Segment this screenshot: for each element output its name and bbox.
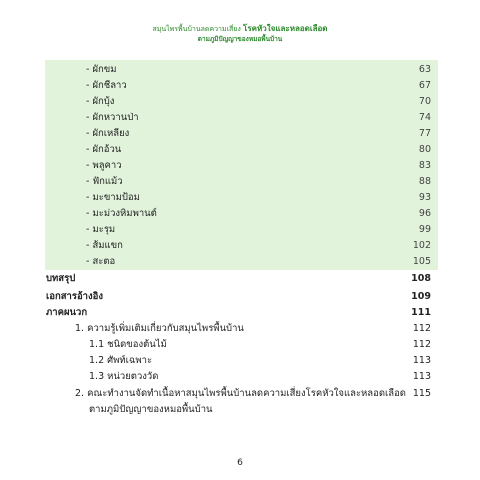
toc-label: 1.2 ศัพท์เฉพาะ [89, 355, 153, 366]
toc-appendix-item-1[interactable] [0, 321, 480, 337]
toc-label: ตามภูมิปัญญาของหมอพื้นบ้าน [89, 404, 213, 415]
toc-page: 102 [412, 240, 431, 251]
toc-page: 105 [412, 256, 431, 267]
toc-label: 2. คณะทำงานจัดทำเนื้อหาสมุนไพรพื้นบ้านลดความเสี่ยงโรคหัวใจและหลอดเลือด [75, 388, 406, 399]
toc-sub-item[interactable] [0, 142, 480, 158]
toc-page: 108 [411, 273, 431, 284]
toc-page: 113 [412, 355, 431, 366]
toc-page: 88 [418, 176, 431, 187]
toc-page: 112 [412, 339, 431, 350]
toc-page: 63 [418, 64, 431, 75]
toc-sub-item[interactable] [0, 158, 480, 174]
toc-page: 111 [411, 307, 431, 318]
toc-label: 1. ความรู้เพิ่มเติมเกี่ยวกับสมุนไพรพื้นบ้าน [75, 323, 244, 334]
toc-page: 109 [411, 291, 431, 302]
page-number: 6 [237, 458, 243, 468]
toc-sub-item[interactable] [0, 110, 480, 126]
toc-sub-item[interactable] [0, 238, 480, 254]
toc-section-conclusion[interactable] [0, 271, 480, 287]
toc-section-appendix[interactable] [0, 305, 480, 321]
toc-label: - มะม่วงหิมพานต์ [86, 208, 157, 219]
header-line-2: ตามภูมิปัญญาของหมอพื้นบ้าน [197, 35, 283, 43]
toc-appendix-item-2-cont [0, 402, 480, 418]
toc-label: - มะขามป้อม [86, 192, 140, 203]
toc-sub-item[interactable] [0, 190, 480, 206]
toc-sub-item[interactable] [0, 78, 480, 94]
toc-label: - ผักอ้วน [86, 144, 122, 155]
toc-page: 83 [418, 160, 431, 171]
toc-page: 112 [412, 323, 431, 334]
header-bold: โรคหัวใจและหลอดเลือด [243, 24, 328, 33]
toc-label: - พลูคาว [86, 160, 122, 171]
toc-label: ภาคผนวก [46, 307, 88, 318]
toc-sub-item[interactable] [0, 62, 480, 78]
toc-label: - ผักบุ้ง [86, 96, 115, 107]
toc-page: 96 [418, 208, 431, 219]
toc-appendix-subitem[interactable] [0, 337, 480, 353]
toc-page: 67 [418, 80, 431, 91]
toc-label: - ส้มแขก [86, 240, 123, 251]
toc-sub-item[interactable] [0, 254, 480, 270]
toc-page: 93 [418, 192, 431, 203]
toc-appendix-item-2[interactable] [0, 386, 480, 402]
toc-page: 74 [418, 112, 431, 123]
toc-page: 77 [418, 128, 431, 139]
toc-appendix-subitem[interactable] [0, 369, 480, 385]
toc-label: - สะตอ [86, 256, 116, 267]
toc-label: - ผักชีลาว [86, 80, 127, 91]
toc-label: บทสรุป [46, 273, 76, 284]
toc-label: 1.1 ชนิดของต้นไม้ [89, 339, 167, 350]
toc-label: - ผักเหลียง [86, 128, 130, 139]
header-normal: สมุนไพรพื้นบ้านลดความเสี่ยง [152, 25, 241, 33]
running-header [0, 24, 480, 44]
toc-label: - มะรุม [86, 224, 116, 235]
toc-page: 115 [412, 388, 431, 399]
toc-appendix-subitem[interactable] [0, 353, 480, 369]
toc-label: 1.3 หน่วยตวงวัด [89, 371, 159, 382]
toc-sub-item[interactable] [0, 206, 480, 222]
toc-label: - ผักขม [86, 64, 117, 75]
toc-sub-item[interactable] [0, 174, 480, 190]
header-line-1 [0, 24, 480, 34]
toc-label: เอกสารอ้างอิง [46, 291, 103, 302]
toc-page: 70 [418, 96, 431, 107]
toc-page: 99 [418, 224, 431, 235]
toc-sub-item[interactable] [0, 126, 480, 142]
toc-page: 113 [412, 371, 431, 382]
toc-label: - ผักหวานป่า [86, 112, 139, 123]
toc-section-references[interactable] [0, 289, 480, 305]
toc-sub-item[interactable] [0, 94, 480, 110]
toc-label: - ฟักแม้ว [86, 176, 123, 187]
toc-sub-item[interactable] [0, 222, 480, 238]
toc-page: 80 [418, 144, 431, 155]
